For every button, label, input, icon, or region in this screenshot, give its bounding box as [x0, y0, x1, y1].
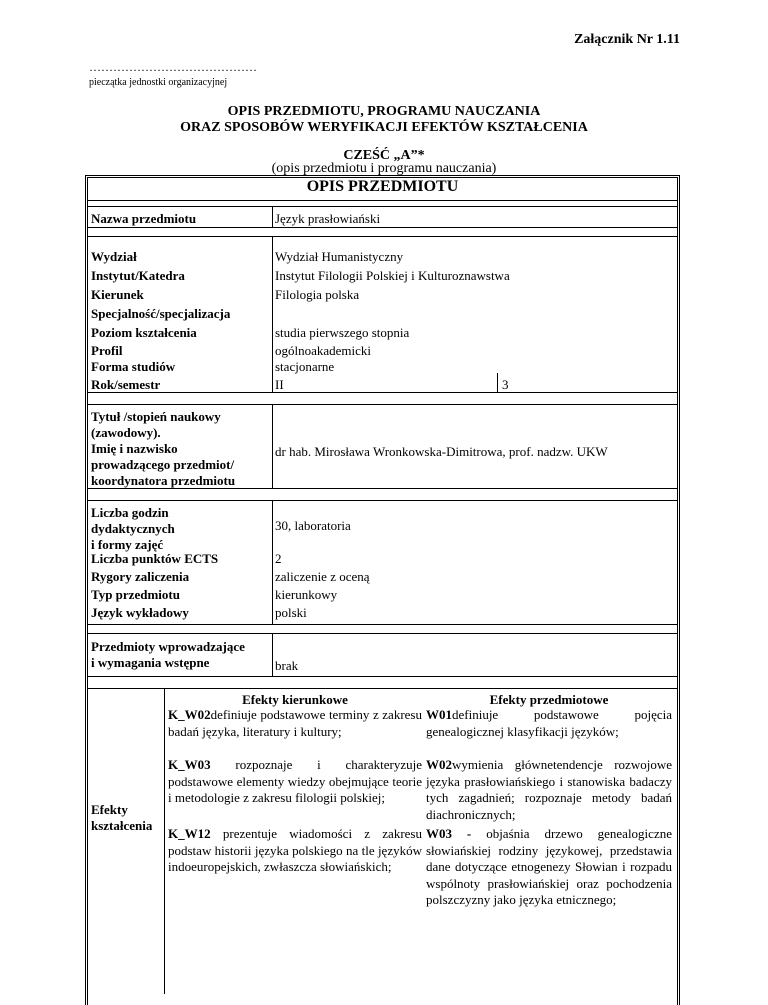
doc-title-line2: ORAZ SPOSOBÓW WERYFIKACJI EFEKTÓW KSZTAŁCENIA	[180, 120, 588, 135]
faculty-value: Wydział Humanistyczny	[275, 249, 404, 264]
profile-value: ogólnoakademicki	[275, 343, 372, 358]
level-label: Poziom kształcenia	[91, 325, 197, 340]
effect-code: W01	[426, 707, 452, 722]
course-effect-item	[426, 757, 672, 823]
doc-title-line1: OPIS PRZEDMIOTU, PROGRAMU NAUCZANIA	[227, 104, 541, 119]
effect-code: W03 -	[426, 826, 472, 841]
field-label: Kierunek	[91, 287, 144, 302]
teacher-label-line4: prowadzącego przedmiot/	[91, 457, 235, 472]
pass-rules-value: zaliczenie z oceną	[275, 569, 370, 584]
language-value: polski	[275, 605, 307, 620]
effects-label-line1: Efekty	[91, 802, 128, 817]
col-divider	[497, 373, 498, 392]
teacher-label-line1: Tytuł /stopień naukowy	[91, 409, 221, 424]
field-effect-item	[168, 707, 422, 740]
col-divider	[272, 633, 273, 676]
teacher-label-line3: Imię i nazwisko	[91, 441, 178, 456]
ects-label: Liczba punktów ECTS	[91, 551, 219, 566]
effect-code: K_W12	[168, 826, 211, 841]
field-effect-item	[168, 757, 422, 807]
col-divider	[272, 206, 273, 227]
row-divider	[88, 236, 677, 237]
row-divider	[88, 392, 677, 393]
course-name-label: Nazwa przedmiotu	[91, 211, 197, 226]
specialization-label: Specjalność/specjalizacja	[91, 306, 231, 321]
institute-label: Instytut/Katedra	[91, 268, 185, 283]
language-label: Język wykładowy	[91, 605, 189, 620]
stamp-dotted-line: ……………………………………	[89, 60, 257, 74]
hours-label-line3: i formy zajęć	[91, 537, 164, 552]
study-form-label: Forma studiów	[91, 359, 176, 374]
effect-text: objaśnia drzewo genealogiczne słowiańskiej rodziny językowej, przedstawia dane dotyczące etnogenezy Słowian i rozpadu wspólnoty prasłowiańskiej oraz pochodzenia polszczyzny jako języka etnicznego;	[426, 826, 672, 907]
row-divider	[88, 404, 677, 405]
teacher-label-line2: (zawodowy).	[91, 425, 161, 440]
col-divider	[272, 404, 273, 488]
course-type-value: kierunkowy	[275, 587, 338, 602]
row-divider	[88, 206, 677, 207]
course-name-value: Język prasłowiański	[275, 211, 381, 226]
part-subtitle: (opis przedmiotu i programu nauczania)	[271, 161, 497, 176]
prereq-value: brak	[275, 658, 299, 673]
teacher-value: dr hab. Mirosława Wronkowska-Dimitrowa, prof. nadzw. UKW	[275, 444, 608, 459]
faculty-label: Wydział	[91, 249, 137, 264]
row-divider	[88, 624, 677, 625]
hours-label-line1: Liczba godzin	[91, 505, 169, 520]
course-type-label: Typ przedmiotu	[91, 587, 180, 602]
hours-value: 30, laboratoria	[275, 518, 351, 533]
prereq-label-line1: Przedmioty wprowadzające	[91, 639, 245, 654]
stamp-label: pieczątka jednostki organizacyjnej	[89, 77, 228, 88]
prereq-label-line2: i wymagania wstępne	[91, 655, 210, 670]
row-divider	[88, 200, 677, 201]
effects-label-line2: kształcenia	[91, 818, 153, 833]
course-effects-heading: Efekty przedmiotowe	[489, 692, 609, 707]
field-value: Filologia polska	[275, 287, 360, 302]
level-value: studia pierwszego stopnia	[275, 325, 410, 340]
hours-label-line2: dydaktycznych	[91, 521, 175, 536]
row-divider	[88, 688, 677, 689]
field-effect-item	[168, 826, 422, 876]
year-semester-label: Rok/semestr	[91, 377, 161, 392]
effect-code: K_W02	[168, 707, 211, 722]
effect-text: prezentuje wiadomości z zakresu podstaw historii języka polskiego na tle języków indoeuropejskich, zwłaszcza słowiańskich;	[168, 826, 422, 874]
col-divider	[272, 500, 273, 624]
row-divider	[88, 500, 677, 501]
effect-code: W02	[426, 757, 452, 772]
row-divider	[88, 633, 677, 634]
effect-text: rozpoznaje i charakteryzuje podstawowe elementy wiedzy obejmujące teorie i metodologie z zakresu filologii polskiej;	[168, 757, 422, 805]
teacher-label-line5: koordynatora przedmiotu	[91, 473, 236, 488]
col-divider	[164, 688, 165, 994]
effect-code: K_W03	[168, 757, 211, 772]
section-title: OPIS PRZEDMIOTU	[306, 178, 459, 195]
effect-text: definiuje podstawowe pojęcia genealogicznej klasyfikacji języków;	[426, 707, 672, 739]
semester-value: 3	[502, 377, 509, 392]
col-divider	[272, 236, 273, 392]
course-effect-item	[426, 707, 672, 740]
row-divider	[88, 676, 677, 677]
field-effects-heading: Efekty kierunkowe	[242, 692, 348, 707]
effect-text: definiuje podstawowe terminy z zakresu badań języka, literatury i kultury;	[168, 707, 422, 739]
institute-value: Instytut Filologii Polskiej i Kulturoznawstwa	[275, 268, 510, 283]
attachment-number: Załącznik Nr 1.11	[574, 32, 680, 47]
effect-text: wymienia głównetendencje rozwojowe języka prasłowiańskiego i stanowiska badaczy tych zagadnień; rozpoznaje metody badań diachronicznych;	[426, 757, 672, 822]
profile-label: Profil	[91, 343, 123, 358]
course-effect-item	[426, 826, 672, 909]
part-title: CZEŚĆ „A”*	[343, 148, 425, 163]
pass-rules-label: Rygory zaliczenia	[91, 569, 190, 584]
study-form-value: stacjonarne	[275, 359, 335, 374]
ects-value: 2	[275, 551, 282, 566]
year-value: II	[275, 377, 284, 392]
